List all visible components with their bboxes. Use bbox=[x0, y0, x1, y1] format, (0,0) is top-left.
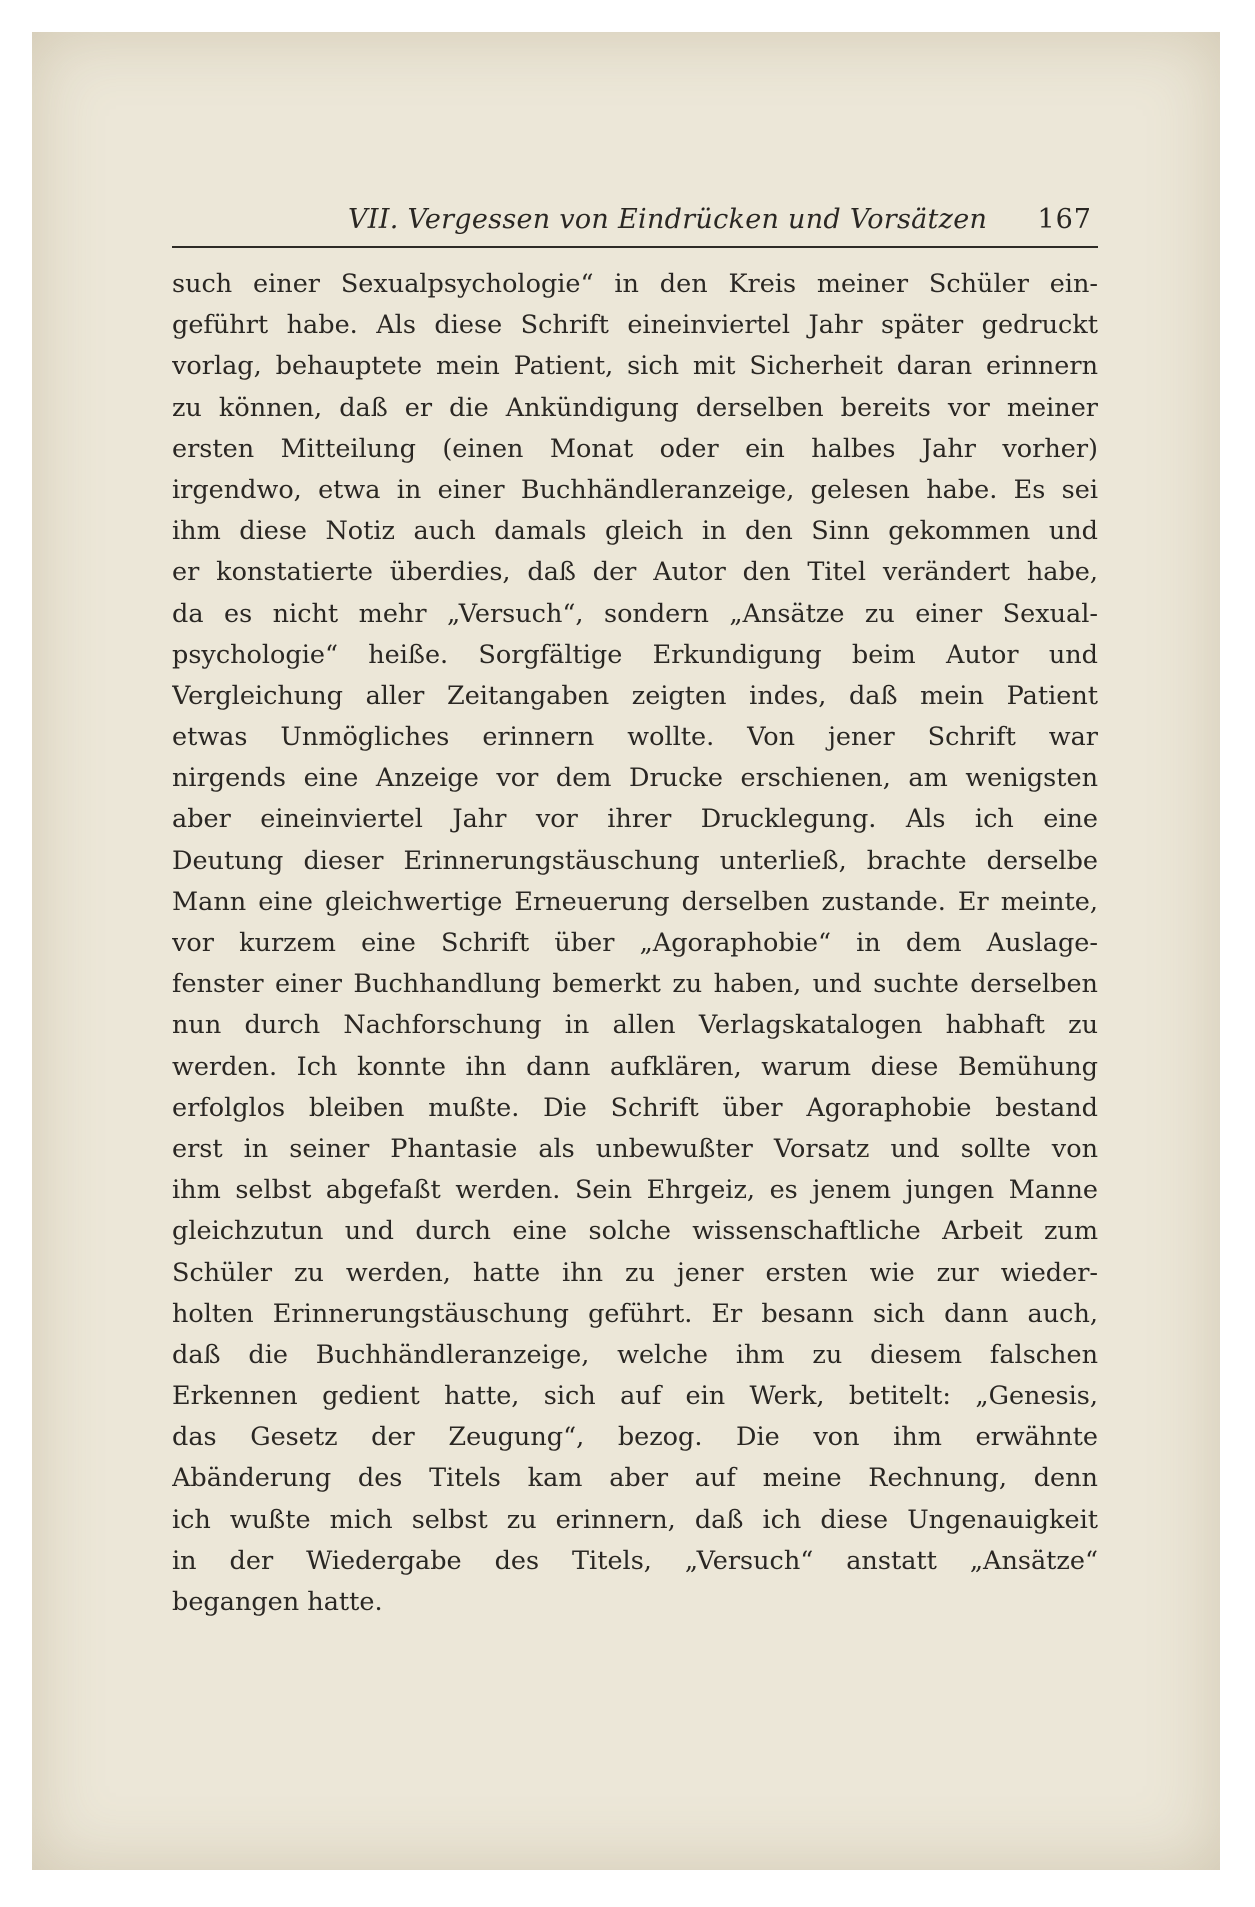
text-line: ersten Mitteilung (einen Monat oder ein halbes Jahr vorher) bbox=[172, 433, 1098, 464]
text-line: ihm diese Notiz auch damals gleich in den Sinn gekommen und bbox=[172, 516, 1098, 547]
text-line: aber eineinviertel Jahr vor ihrer Drucklegung. Als ich eine bbox=[172, 804, 1098, 835]
text-line: psychologie“ heiße. Sorgfältige Erkundigung beim Autor und bbox=[172, 639, 1098, 670]
text-line: Schüler zu werden, hatte ihn zu jener ersten wie zur wieder- bbox=[172, 1257, 1098, 1288]
text-line: vor kurzem eine Schrift über „Agoraphobie“ in dem Auslage- bbox=[172, 928, 1098, 958]
text-line: werden. Ich konnte ihn dann aufklären, warum diese Bemühung bbox=[172, 1051, 1098, 1082]
text-line: daß die Buchhändleranzeige, welche ihm zu diesem falschen bbox=[172, 1339, 1098, 1370]
text-line: nirgends eine Anzeige vor dem Drucke erschienen, am wenigsten bbox=[172, 763, 1098, 794]
text-line: etwas Unmögliches erinnern wollte. Von jener Schrift war bbox=[172, 722, 1098, 753]
text-line: fenster einer Buchhandlung bemerkt zu haben, und suchte derselben bbox=[172, 969, 1098, 1000]
text-line: such einer Sexualpsychologie“ in den Kreis meiner Schüler ein- bbox=[172, 269, 1098, 299]
text-line: da es nicht mehr „Versuch“, sondern „Ansätze zu einer Sexual- bbox=[172, 598, 1098, 629]
chapter-title: VII. Vergessen von Eindrücken und Vorsätzen bbox=[348, 204, 988, 235]
text-line-last: begangen hatte. bbox=[172, 1587, 383, 1617]
text-line: erfolglos bleiben mußte. Die Schrift über Agoraphobie bestand bbox=[172, 1092, 1098, 1123]
text-line: zu können, daß er die Ankündigung derselben bereits vor meiner bbox=[172, 392, 1098, 423]
text-line: irgendwo, etwa in einer Buchhändleranzeige, gelesen habe. Es sei bbox=[172, 474, 1098, 505]
text-line: ihm selbst abgefaßt werden. Sein Ehrgeiz, es jenem jungen Manne bbox=[172, 1175, 1098, 1206]
text-line: geführt habe. Als diese Schrift eineinviertel Jahr später gedruckt bbox=[172, 310, 1098, 341]
text-line: erst in seiner Phantasie als unbewußter Vorsatz und sollte von bbox=[172, 1133, 1098, 1164]
text-line: Mann eine gleichwertige Erneuerung derselben zustande. Er meinte, bbox=[172, 886, 1098, 917]
text-line: nun durch Nachforschung in allen Verlagskatalogen habhaft zu bbox=[172, 1010, 1098, 1041]
book-page bbox=[32, 32, 1220, 1870]
text-line: gleichzutun und durch eine solche wissenschaftliche Arbeit zum bbox=[172, 1216, 1098, 1247]
text-line: in der Wiedergabe des Titels, „Versuch“ anstatt „Ansätze“ bbox=[172, 1545, 1098, 1576]
text-line: er konstatierte überdies, daß der Autor den Titel verändert habe, bbox=[172, 557, 1098, 588]
text-line: das Gesetz der Zeugung“, bezog. Die von ihm erwähnte bbox=[172, 1422, 1098, 1453]
text-line: Deutung dieser Erinnerungstäuschung unterließ, brachte derselbe bbox=[172, 845, 1098, 876]
text-line: vorlag, behauptete mein Patient, sich mit Sicherheit daran erinnern bbox=[172, 351, 1098, 382]
text-line: holten Erinnerungstäuschung geführt. Er besann sich dann auch, bbox=[172, 1298, 1098, 1329]
text-line: Erkennen gedient hatte, sich auf ein Werk, betitelt: „Genesis, bbox=[172, 1381, 1098, 1412]
page-number: 167 bbox=[1037, 204, 1092, 235]
text-line: ich wußte mich selbst zu erinnern, daß ich diese Ungenauigkeit bbox=[172, 1504, 1098, 1535]
text-line: Abänderung des Titels kam aber auf meine Rechnung, denn bbox=[172, 1463, 1098, 1494]
text-line: Vergleichung aller Zeitangaben zeigten indes, daß mein Patient bbox=[172, 680, 1098, 711]
running-head bbox=[172, 200, 1098, 248]
body-text bbox=[172, 264, 1098, 1623]
